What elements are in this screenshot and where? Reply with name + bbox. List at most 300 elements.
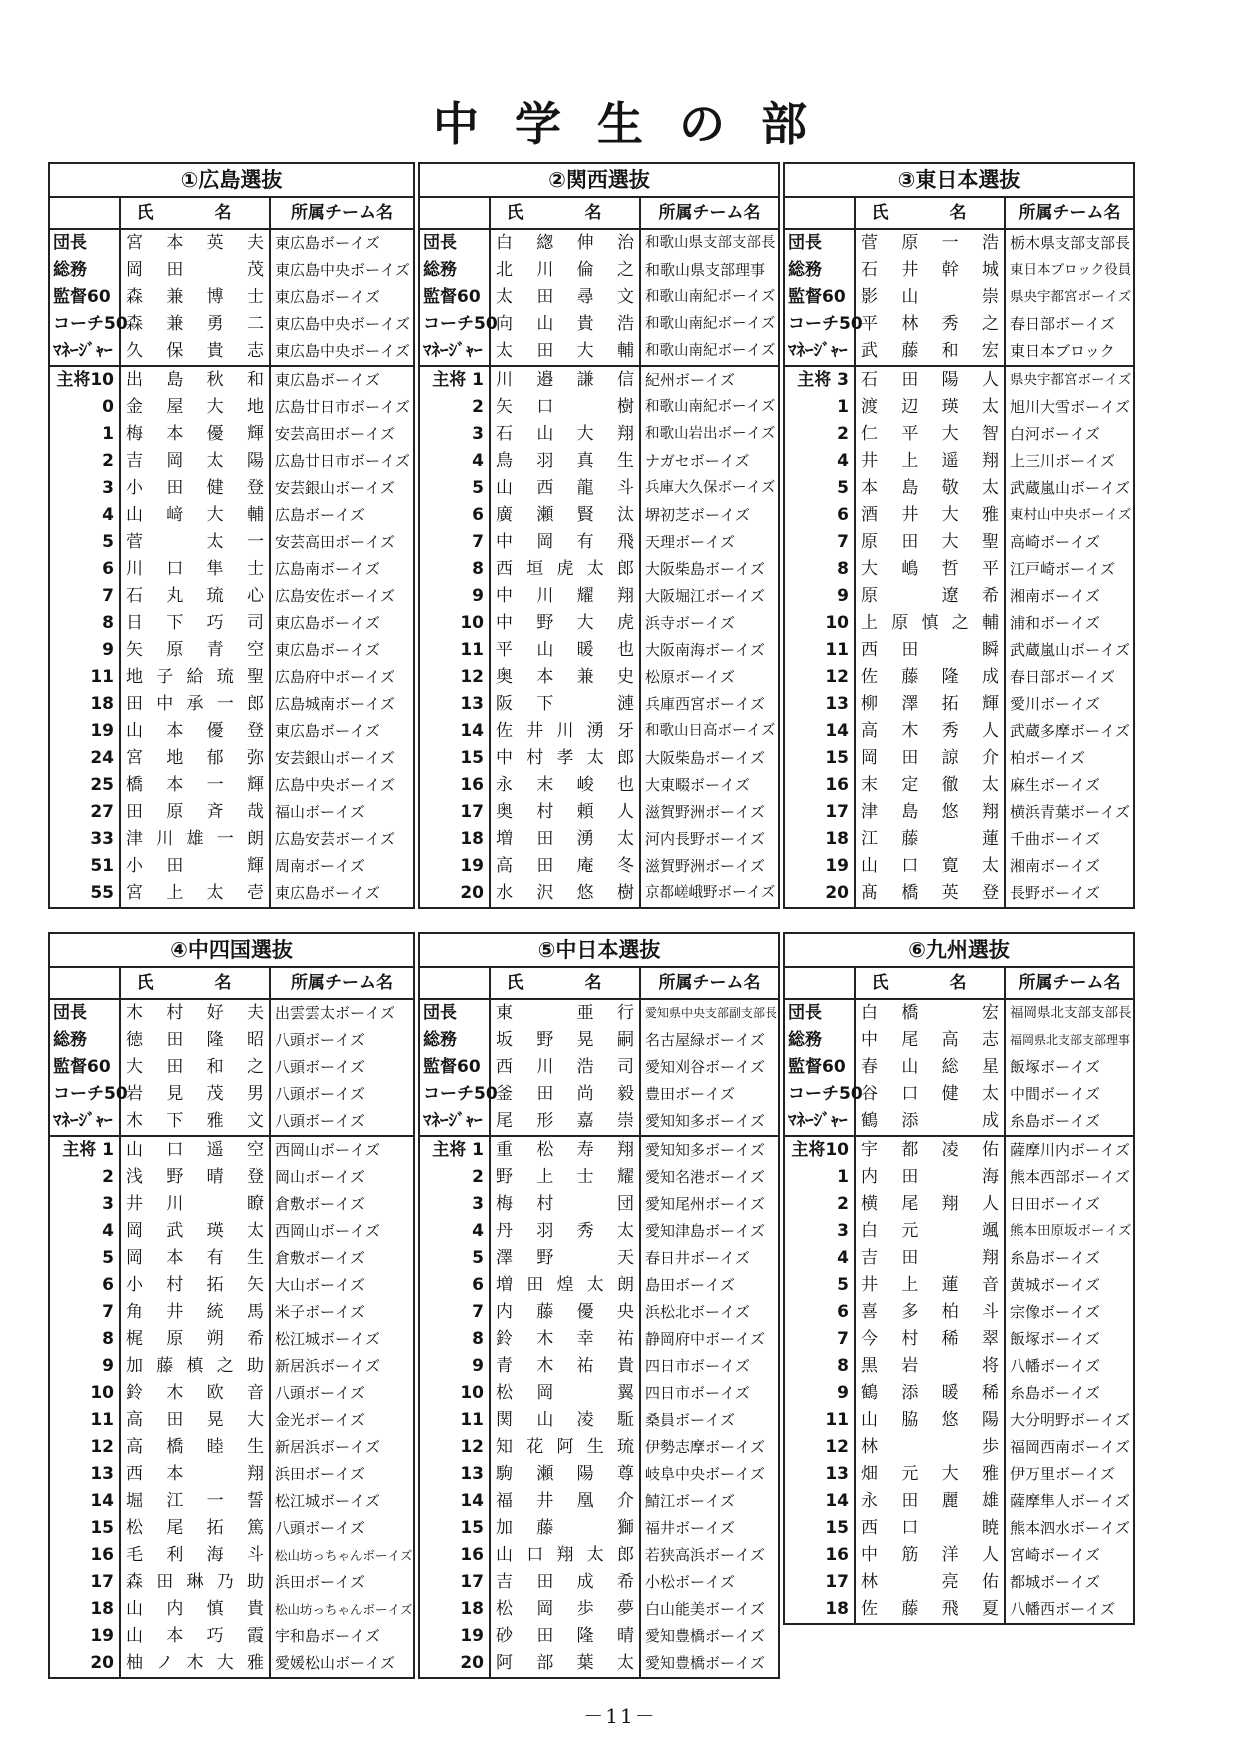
player-number: 主将 3 bbox=[785, 366, 855, 394]
player-number: 5 bbox=[785, 1272, 855, 1299]
player-team: 兵庫西宮ボーイズ bbox=[645, 695, 765, 713]
staff-name: 岡田 茂 bbox=[120, 257, 270, 284]
player-name: 青木祐貴 bbox=[490, 1353, 640, 1380]
header-row bbox=[420, 198, 778, 229]
player-team: 浜田ボーイズ bbox=[275, 1573, 365, 1591]
header-name bbox=[490, 198, 640, 229]
staff-role: 総務 bbox=[50, 1027, 120, 1054]
team-block bbox=[48, 932, 415, 1679]
player-number: 1 bbox=[785, 394, 855, 421]
player-team: 西岡山ボーイズ bbox=[275, 1141, 380, 1159]
player-name: 山本優登 bbox=[120, 718, 270, 745]
player-name: 柚ノ木大雅 bbox=[120, 1650, 270, 1677]
player-number: 12 bbox=[785, 664, 855, 691]
player-row bbox=[785, 610, 1133, 637]
player-team: 春日部ボーイズ bbox=[1010, 668, 1115, 686]
player-number: 7 bbox=[50, 583, 120, 610]
player-row bbox=[420, 529, 778, 556]
staff-row bbox=[420, 338, 778, 366]
player-team: 八頭ボーイズ bbox=[275, 1519, 365, 1537]
player-team: 若狭高浜ボーイズ bbox=[645, 1546, 765, 1564]
player-row bbox=[50, 772, 413, 799]
player-row bbox=[420, 556, 778, 583]
player-team: 宇和島ボーイズ bbox=[275, 1627, 380, 1645]
player-team: 愛川ボーイズ bbox=[1010, 695, 1100, 713]
staff-row bbox=[50, 284, 413, 311]
player-team: 上三川ボーイズ bbox=[1010, 452, 1115, 470]
player-number: 5 bbox=[50, 1245, 120, 1272]
player-row bbox=[785, 691, 1133, 718]
player-number: 11 bbox=[420, 637, 490, 664]
player-row bbox=[785, 772, 1133, 799]
player-number: 24 bbox=[50, 745, 120, 772]
player-name: 中村孝太郎 bbox=[490, 745, 640, 772]
player-number: 13 bbox=[420, 1461, 490, 1488]
staff-team: 和歌山南紀ボーイズ bbox=[640, 338, 778, 366]
player-number: 19 bbox=[785, 853, 855, 880]
player-number: 17 bbox=[785, 1569, 855, 1596]
player-row bbox=[420, 718, 778, 745]
player-row bbox=[785, 475, 1133, 502]
player-name: 井上遥翔 bbox=[855, 448, 1005, 475]
player-name: 仁平大智 bbox=[855, 421, 1005, 448]
player-row bbox=[785, 826, 1133, 853]
player-name: 高田庵冬 bbox=[490, 853, 640, 880]
player-number: 14 bbox=[420, 718, 490, 745]
staff-team: 栃木県支部支部長 bbox=[1010, 234, 1131, 252]
player-team: 安芸高田ボーイズ bbox=[275, 425, 395, 443]
player-row bbox=[420, 799, 778, 826]
staff-name: 坂野晃嗣 bbox=[490, 1027, 640, 1054]
player-number: 5 bbox=[420, 1245, 490, 1272]
staff-role: コーチ50 bbox=[785, 311, 855, 338]
player-team: 黄城ボーイズ bbox=[1010, 1276, 1100, 1294]
player-name: 山口翔太郎 bbox=[490, 1542, 640, 1569]
player-team: 西岡山ボーイズ bbox=[275, 1222, 380, 1240]
player-name: 高田晃大 bbox=[120, 1407, 270, 1434]
player-row bbox=[420, 1488, 778, 1515]
player-row bbox=[785, 1272, 1133, 1299]
player-name: 増田煌太朗 bbox=[490, 1272, 640, 1299]
player-number: 16 bbox=[785, 772, 855, 799]
player-number: 18 bbox=[420, 1596, 490, 1623]
staff-row bbox=[420, 311, 778, 338]
player-team: 飯塚ボーイズ bbox=[1010, 1330, 1100, 1348]
staff-role: コーチ50 bbox=[785, 1081, 855, 1108]
player-name: 鈴木欧音 bbox=[120, 1380, 270, 1407]
player-number: 11 bbox=[785, 637, 855, 664]
player-team: 大阪南海ボーイズ bbox=[645, 641, 765, 659]
player-team: 東広島ボーイズ bbox=[275, 371, 380, 389]
staff-role: 団長 bbox=[785, 999, 855, 1027]
staff-team: 春日部ボーイズ bbox=[1010, 315, 1115, 333]
player-team: 鯖江ボーイズ bbox=[645, 1492, 735, 1510]
player-number: 5 bbox=[50, 529, 120, 556]
player-number: 3 bbox=[50, 1191, 120, 1218]
player-row bbox=[785, 502, 1133, 529]
staff-team: 東広島ボーイズ bbox=[275, 234, 380, 252]
staff-team: 八頭ボーイズ bbox=[275, 1085, 365, 1103]
player-name: 松尾拓篤 bbox=[120, 1515, 270, 1542]
player-row bbox=[50, 1515, 413, 1542]
staff-team: 愛知県中央支部副支部長 bbox=[645, 1006, 778, 1020]
player-number: 16 bbox=[420, 772, 490, 799]
player-number: 51 bbox=[50, 853, 120, 880]
player-number: 9 bbox=[785, 583, 855, 610]
player-number: 9 bbox=[420, 583, 490, 610]
header-row bbox=[785, 198, 1133, 229]
staff-team: 東日本ブロック bbox=[1005, 338, 1133, 366]
staff-role: 総務 bbox=[785, 257, 855, 284]
player-row bbox=[50, 1488, 413, 1515]
page-number: －11－ bbox=[583, 1704, 657, 1728]
staff-role: ﾏﾈｰｼﾞｬｰ bbox=[785, 338, 855, 366]
player-row bbox=[50, 1650, 413, 1677]
player-name: 砂田隆晴 bbox=[490, 1623, 640, 1650]
player-name: 高木秀人 bbox=[855, 718, 1005, 745]
block-title: ⑥九州選抜 bbox=[785, 934, 1133, 968]
player-team: 愛知津島ボーイズ bbox=[645, 1222, 765, 1240]
player-name: 増田湧太 bbox=[490, 826, 640, 853]
player-row bbox=[50, 880, 413, 907]
player-name: 廣瀬賢汰 bbox=[490, 502, 640, 529]
player-row bbox=[50, 853, 413, 880]
player-number: 3 bbox=[50, 475, 120, 502]
staff-name: 西川浩司 bbox=[490, 1054, 640, 1081]
player-team: 和歌山岩出ボーイズ bbox=[645, 426, 776, 442]
staff-row bbox=[785, 1081, 1133, 1108]
player-team: 柏ボーイズ bbox=[1010, 749, 1085, 767]
player-number: 14 bbox=[420, 1488, 490, 1515]
player-name: 鈴木幸祐 bbox=[490, 1326, 640, 1353]
player-team: 愛知尾州ボーイズ bbox=[645, 1195, 765, 1213]
player-team: 四日市ボーイズ bbox=[645, 1384, 750, 1402]
player-number: 8 bbox=[785, 556, 855, 583]
player-team: ナガセボーイズ bbox=[645, 452, 750, 470]
player-team: 堺初芝ボーイズ bbox=[645, 506, 750, 524]
player-team: 福山ボーイズ bbox=[275, 803, 365, 821]
staff-name: 宮本英夫 bbox=[120, 229, 270, 257]
player-number: 8 bbox=[50, 1326, 120, 1353]
player-number: 4 bbox=[50, 502, 120, 529]
player-row bbox=[785, 718, 1133, 745]
player-team: 小松ボーイズ bbox=[645, 1573, 735, 1591]
player-name: 永末峻也 bbox=[490, 772, 640, 799]
player-number: 19 bbox=[420, 853, 490, 880]
staff-row bbox=[50, 1081, 413, 1108]
player-row bbox=[420, 394, 778, 421]
player-number: 18 bbox=[420, 826, 490, 853]
header-name-label: 氏 名 bbox=[506, 203, 624, 223]
page-title: 中学生の部 bbox=[433, 97, 843, 151]
player-name: 日下巧司 bbox=[120, 610, 270, 637]
player-name: 高橋睦生 bbox=[120, 1434, 270, 1461]
staff-team: 飯塚ボーイズ bbox=[1010, 1058, 1100, 1076]
player-number: 17 bbox=[420, 799, 490, 826]
staff-row bbox=[420, 1027, 778, 1054]
player-team: 熊本泗水ボーイズ bbox=[1010, 1519, 1130, 1537]
player-number: 2 bbox=[420, 1164, 490, 1191]
header-name-label: 氏 名 bbox=[506, 973, 624, 993]
staff-row bbox=[420, 999, 778, 1027]
player-row bbox=[785, 1461, 1133, 1488]
staff-name: 平林秀之 bbox=[855, 311, 1005, 338]
player-row bbox=[785, 664, 1133, 691]
player-team: 米子ボーイズ bbox=[275, 1303, 365, 1321]
player-team: 江戸崎ボーイズ bbox=[1010, 560, 1115, 578]
header-row bbox=[50, 198, 413, 229]
player-team: 島田ボーイズ bbox=[645, 1276, 735, 1294]
player-number: 13 bbox=[420, 691, 490, 718]
player-team: 薩摩川内ボーイズ bbox=[1010, 1141, 1130, 1159]
player-team: 県央宇都宮ボーイズ bbox=[1010, 372, 1132, 388]
header-blank bbox=[50, 968, 120, 999]
player-name: 小田健登 bbox=[120, 475, 270, 502]
staff-name: 徳田隆昭 bbox=[120, 1027, 270, 1054]
player-team: 大東畷ボーイズ bbox=[645, 776, 750, 794]
player-number: 16 bbox=[420, 1542, 490, 1569]
staff-role: 監督60 bbox=[420, 284, 490, 311]
player-team: 都城ボーイズ bbox=[1010, 1573, 1100, 1591]
staff-name: 向山貴浩 bbox=[490, 311, 640, 338]
staff-name: 大田和之 bbox=[120, 1054, 270, 1081]
player-row bbox=[785, 1488, 1133, 1515]
player-number: 9 bbox=[50, 1353, 120, 1380]
staff-name: 鶴添 成 bbox=[855, 1108, 1005, 1136]
staff-row bbox=[50, 311, 413, 338]
player-team: 愛知名港ボーイズ bbox=[645, 1168, 765, 1186]
player-team: 岡山ボーイズ bbox=[275, 1168, 365, 1186]
player-row bbox=[50, 1407, 413, 1434]
player-number: 4 bbox=[420, 1218, 490, 1245]
player-name: 丹羽秀太 bbox=[490, 1218, 640, 1245]
staff-role: コーチ50 bbox=[420, 1081, 490, 1108]
header-name bbox=[855, 968, 1005, 999]
player-number: 9 bbox=[785, 1380, 855, 1407]
player-row bbox=[50, 610, 413, 637]
player-number: 7 bbox=[50, 1299, 120, 1326]
player-name: 田中承一郎 bbox=[120, 691, 270, 718]
player-row bbox=[420, 421, 778, 448]
player-number: 11 bbox=[420, 1407, 490, 1434]
player-team: 松江城ボーイズ bbox=[275, 1330, 380, 1348]
player-row bbox=[50, 1569, 413, 1596]
player-team: 大阪堀江ボーイズ bbox=[645, 587, 765, 605]
player-name: 関山凌駈 bbox=[490, 1407, 640, 1434]
player-number: 4 bbox=[785, 448, 855, 475]
staff-name: 白橋 宏 bbox=[855, 999, 1005, 1027]
player-team: 新居浜ボーイズ bbox=[275, 1357, 380, 1375]
staff-team: 県央宇都宮ボーイズ bbox=[1010, 289, 1132, 305]
player-name: 重松寿翔 bbox=[490, 1136, 640, 1164]
staff-row bbox=[785, 284, 1133, 311]
player-name: 永田麗雄 bbox=[855, 1488, 1005, 1515]
player-number: 6 bbox=[420, 502, 490, 529]
player-name: 原田大聖 bbox=[855, 529, 1005, 556]
player-row bbox=[785, 1569, 1133, 1596]
player-number: 10 bbox=[420, 610, 490, 637]
staff-team: 東広島中央ボーイズ bbox=[275, 261, 410, 279]
player-team: 安芸銀山ボーイズ bbox=[275, 749, 395, 767]
player-number: 主将10 bbox=[785, 1136, 855, 1164]
player-number: 16 bbox=[785, 1542, 855, 1569]
player-team: 滋賀野洲ボーイズ bbox=[645, 803, 765, 821]
staff-team: 東日本ブロック役員 bbox=[1010, 262, 1132, 278]
header-team: 所属チーム名 bbox=[270, 968, 413, 999]
player-team: 京都嵯峨野ボーイズ bbox=[645, 885, 776, 901]
staff-role: ﾏﾈｰｼﾞｬｰ bbox=[50, 338, 120, 366]
header-team: 所属チーム名 bbox=[1005, 198, 1133, 229]
staff-row bbox=[420, 284, 778, 311]
player-row bbox=[420, 1164, 778, 1191]
player-row bbox=[420, 1272, 778, 1299]
team-block bbox=[783, 162, 1135, 909]
player-team: 松原ボーイズ bbox=[645, 668, 735, 686]
player-row bbox=[420, 1461, 778, 1488]
player-team: 安芸銀山ボーイズ bbox=[275, 479, 395, 497]
player-team: 東広島ボーイズ bbox=[275, 722, 380, 740]
player-number: 17 bbox=[785, 799, 855, 826]
staff-role: 団長 bbox=[420, 229, 490, 257]
staff-team: 和歌山県支部支部長 bbox=[645, 235, 776, 251]
staff-team: 八頭ボーイズ bbox=[275, 1058, 365, 1076]
staff-name: 釜田尚毅 bbox=[490, 1081, 640, 1108]
player-name: 山口遥空 bbox=[120, 1136, 270, 1164]
player-team: 東広島ボーイズ bbox=[275, 884, 380, 902]
player-team: 伊勢志摩ボーイズ bbox=[645, 1438, 765, 1456]
player-number: 19 bbox=[420, 1623, 490, 1650]
player-team: 広島中央ボーイズ bbox=[275, 776, 395, 794]
player-row bbox=[50, 1353, 413, 1380]
player-team: 熊本田原坂ボーイズ bbox=[1010, 1223, 1132, 1239]
staff-name: 武藤和宏 bbox=[855, 338, 1005, 366]
player-row bbox=[50, 421, 413, 448]
player-row bbox=[420, 1218, 778, 1245]
header-blank bbox=[420, 968, 490, 999]
player-row bbox=[50, 1461, 413, 1488]
player-team: 八頭ボーイズ bbox=[275, 1384, 365, 1402]
staff-team: 豊田ボーイズ bbox=[645, 1085, 735, 1103]
player-team: 浦和ボーイズ bbox=[1010, 614, 1100, 632]
player-number: 6 bbox=[50, 1272, 120, 1299]
staff-team: 愛知刈谷ボーイズ bbox=[645, 1058, 765, 1076]
player-row bbox=[785, 1542, 1133, 1569]
player-team: 浜松北ボーイズ bbox=[645, 1303, 750, 1321]
staff-role: ﾏﾈｰｼﾞｬｰ bbox=[50, 1108, 120, 1136]
player-row bbox=[420, 691, 778, 718]
player-name: 森田琳乃助 bbox=[120, 1569, 270, 1596]
player-team: 白山能美ボーイズ bbox=[645, 1600, 765, 1618]
player-name: 菅 太一 bbox=[120, 529, 270, 556]
player-name: 末定徹太 bbox=[855, 772, 1005, 799]
staff-team: 和歌山県支部理事 bbox=[645, 261, 766, 279]
player-name: 宇都凌佑 bbox=[855, 1136, 1005, 1164]
player-name: 鳥羽真生 bbox=[490, 448, 640, 475]
player-name: 内田 海 bbox=[855, 1164, 1005, 1191]
player-number: 25 bbox=[50, 772, 120, 799]
staff-role: 団長 bbox=[420, 999, 490, 1027]
staff-name: 久保貴志 bbox=[120, 338, 270, 366]
player-row bbox=[785, 1326, 1133, 1353]
player-number: 2 bbox=[420, 394, 490, 421]
player-name: 酒井大雅 bbox=[855, 502, 1005, 529]
roster-table bbox=[785, 198, 1133, 907]
staff-name: 森兼勇二 bbox=[120, 311, 270, 338]
player-number: 12 bbox=[50, 1434, 120, 1461]
player-name: 今村稀翠 bbox=[855, 1326, 1005, 1353]
player-team: 麻生ボーイズ bbox=[1010, 776, 1100, 794]
player-name: 岡武瑛太 bbox=[120, 1218, 270, 1245]
player-row bbox=[50, 826, 413, 853]
player-row bbox=[785, 529, 1133, 556]
header-row bbox=[420, 968, 778, 999]
player-number: 6 bbox=[785, 502, 855, 529]
player-team: 松山坊っちゃんボーイズ bbox=[275, 1548, 413, 1563]
player-name: 阿部葉太 bbox=[490, 1650, 640, 1677]
header-name bbox=[490, 968, 640, 999]
player-row bbox=[50, 799, 413, 826]
team-block bbox=[418, 932, 780, 1679]
staff-role: コーチ50 bbox=[50, 311, 120, 338]
staff-name: 尾形嘉崇 bbox=[490, 1108, 640, 1136]
player-row bbox=[420, 1623, 778, 1650]
player-team: 長野ボーイズ bbox=[1010, 884, 1100, 902]
player-team: 大分明野ボーイズ bbox=[1010, 1411, 1130, 1429]
player-number: 2 bbox=[785, 421, 855, 448]
player-number: 2 bbox=[785, 1191, 855, 1218]
player-name: 田原斉哉 bbox=[120, 799, 270, 826]
player-number: 11 bbox=[50, 664, 120, 691]
player-row bbox=[785, 1136, 1133, 1164]
player-number: 20 bbox=[50, 1650, 120, 1677]
block-title: ④中四国選抜 bbox=[50, 934, 413, 968]
player-team: 旭川大雪ボーイズ bbox=[1010, 398, 1130, 416]
player-team: 春日井ボーイズ bbox=[645, 1249, 750, 1267]
block-title: ⑤中日本選抜 bbox=[420, 934, 778, 968]
player-team: 日田ボーイズ bbox=[1010, 1195, 1100, 1213]
staff-name: 木下雅文 bbox=[120, 1108, 270, 1136]
staff-role: 総務 bbox=[420, 257, 490, 284]
player-team: 滋賀野洲ボーイズ bbox=[645, 857, 765, 875]
header-name-label: 氏 名 bbox=[136, 203, 254, 223]
staff-name: 太田尋文 bbox=[490, 284, 640, 311]
player-number: 12 bbox=[785, 1434, 855, 1461]
staff-role: ﾏﾈｰｼﾞｬｰ bbox=[420, 1108, 490, 1136]
player-number: 10 bbox=[50, 1380, 120, 1407]
player-name: 吉岡太陽 bbox=[120, 448, 270, 475]
player-name: 井上蓮音 bbox=[855, 1272, 1005, 1299]
staff-row bbox=[50, 257, 413, 284]
player-row bbox=[785, 1353, 1133, 1380]
staff-name: 白緫伸治 bbox=[490, 229, 640, 257]
player-number: 13 bbox=[50, 1461, 120, 1488]
player-team: 倉敷ボーイズ bbox=[275, 1249, 365, 1267]
player-number: 14 bbox=[50, 1488, 120, 1515]
player-number: 17 bbox=[50, 1569, 120, 1596]
player-row bbox=[420, 745, 778, 772]
block-title: ②関西選抜 bbox=[420, 164, 778, 198]
staff-role: ﾏﾈｰｼﾞｬｰ bbox=[785, 1108, 855, 1136]
staff-row bbox=[420, 1108, 778, 1136]
player-team: 宮崎ボーイズ bbox=[1010, 1546, 1100, 1564]
player-row bbox=[50, 1136, 413, 1164]
player-team: 千曲ボーイズ bbox=[1010, 830, 1100, 848]
player-row bbox=[785, 448, 1133, 475]
player-row bbox=[785, 853, 1133, 880]
player-number: 15 bbox=[785, 1515, 855, 1542]
staff-team: 八頭ボーイズ bbox=[275, 1031, 365, 1049]
player-team: 愛知知多ボーイズ bbox=[645, 1141, 765, 1159]
